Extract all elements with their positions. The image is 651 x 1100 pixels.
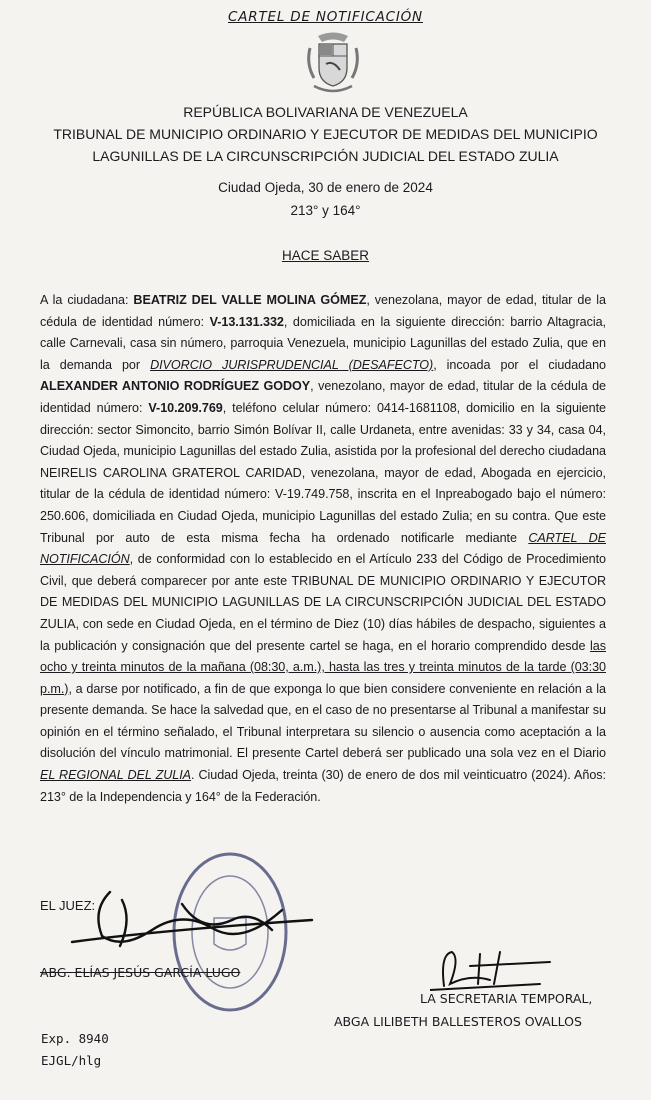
notification-body: A la ciudadana: BEATRIZ DEL VALLE MOLINA GÓMEZ, venezolana, mayor de edad, titular de la cédula de identidad número: V-13.131.332, domiciliada en la siguiente dirección: barrio Altagracia, calle Carnevali, casa sin número, parroquia Venezuela, municipio Lagunillas del estado Zulia, que en la demanda por DIVORCIO JURISPRUDENCIAL (DESAFECTO), incoada por el ciudadano ALEXANDER ANTONIO RODRÍGUEZ GODOY, venezolano, mayor de edad, titular de la cédula de identidad número: V-10.209.769, teléfono celular número: 0414-1681108, domicilio en la siguiente dirección: sector Simoncito, barrio Simón Bolívar II, calle Urdaneta, entre avenidas: 33 y 34, casa 04, Ciudad Ojeda, municipio Lagunillas del estado Zulia, asistida por la profesional del derecho ciudadana NEIRELIS CAROLINA GRATEROL CARIDAD, venezolana, mayor de edad, Abogada en ejercicio, titular de la cédula de identidad número: V-19.749.758, inscrita en el Inpreabogado bajo el número: 250.606, domiciliada en Ciudad Ojeda, municipio Lagunillas del estado Zulia; en su contra. Que este Tribunal por auto de esta misma fecha ha ordenado notificarle mediante CARTEL DE NOTIFICACIÓN, de conformidad con lo establecido en el Artículo 233 del Código de Procedimiento Civil, que deberá comparecer por ante este TRIBUNAL DE MUNICIPIO ORDINARIO Y EJECUTOR DE MEDIDAS DEL MUNICIPIO LAGUNILLAS DE LA CIRCUNSCRIPCIÓN JUDICIAL DEL ESTADO ZULIA, con sede en Ciudad Ojeda, en el término de Diez (10) días hábiles de despacho, siguientes a la publicación y consignación que del presente cartel se haga, en el horario comprendido desde las ocho y treinta minutos de la mañana (08:30, a.m.), hasta las tres y treinta minutos de la tarde (03:30 p.m.), a darse por notificado, a fin de que exponga lo que bien considere conveniente en relación a la presente demanda. Se hace la salvedad que, en el caso de no presentarse al Tribunal a manifestar su opinión en el término señalado, el Tribunal interpretara su silencio o ausencia como aceptación a la disolución del vínculo matrimonial. El presente Cartel deberá ser publicado una sola vez en el Diario EL REGIONAL DEL ZULIA. Ciudad Ojeda, treinta (30) de enero de dos mil veinticuatro (2024). Años: 213° de la Independencia y 164° de la Federación.	[40, 293, 607, 804]
court-heading-line2: LAGUNILLAS DE LA CIRCUNSCRIPCIÓN JUDICIAL DEL ESTADO ZULIA	[92, 148, 559, 164]
initials: EJGL/hlg	[41, 1053, 102, 1068]
defendant-name: BEATRIZ DEL VALLE MOLINA GÓMEZ	[133, 293, 367, 307]
case-number: Exp. 8940	[41, 1031, 109, 1046]
lawyer-name: NEIRELIS CAROLINA GRATEROL CARIDAD	[40, 465, 302, 480]
court-heading-line1: TRIBUNAL DE MUNICIPIO ORDINARIO Y EJECUTOR DE MEDIDAS DEL MUNICIPIO	[53, 126, 598, 142]
hace-saber-heading: HACE SABER	[281, 248, 370, 263]
republic-heading: REPÚBLICA BOLIVARIANA DE VENEZUELA	[183, 104, 468, 120]
lawyer-id: V-19.749.758	[275, 487, 350, 502]
plaintiff-id: V-10.209.769	[148, 400, 223, 415]
document-title: CARTEL DE NOTIFICACIÓN	[228, 9, 423, 25]
newspaper-name: EL REGIONAL DEL ZULIA	[40, 768, 192, 783]
case-type: DIVORCIO JURISPRUDENCIAL (DESAFECTO)	[150, 357, 434, 372]
judge-name: ABG. ELÍAS JESÚS GARCÍA LUGO	[40, 965, 241, 980]
secretary-title: LA SECRETARIA TEMPORAL,	[420, 991, 593, 1006]
document-date: Ciudad Ojeda, 30 de enero de 2024	[218, 180, 433, 195]
years-line: 213° y 164°	[290, 203, 361, 218]
cartel-reference: CARTEL DE NOTIFICACIÓN	[40, 530, 606, 567]
secretary-name: ABGA LILIBETH BALLESTEROS OVALLOS	[334, 1014, 582, 1029]
judge-label: EL JUEZ:	[40, 898, 96, 913]
judge-signature	[62, 880, 322, 960]
coat-of-arms-icon	[304, 30, 362, 96]
office-hours: las ocho y treinta minutos de la mañana (08:30, a.m.), hasta las tres y treinta minutos de la tarde (03:30 p.m.)	[40, 638, 606, 696]
defendant-id: V-13.131.332	[209, 314, 284, 329]
plaintiff-name: ALEXANDER ANTONIO RODRÍGUEZ GODOY	[40, 379, 311, 394]
secretary-signature	[430, 944, 560, 994]
